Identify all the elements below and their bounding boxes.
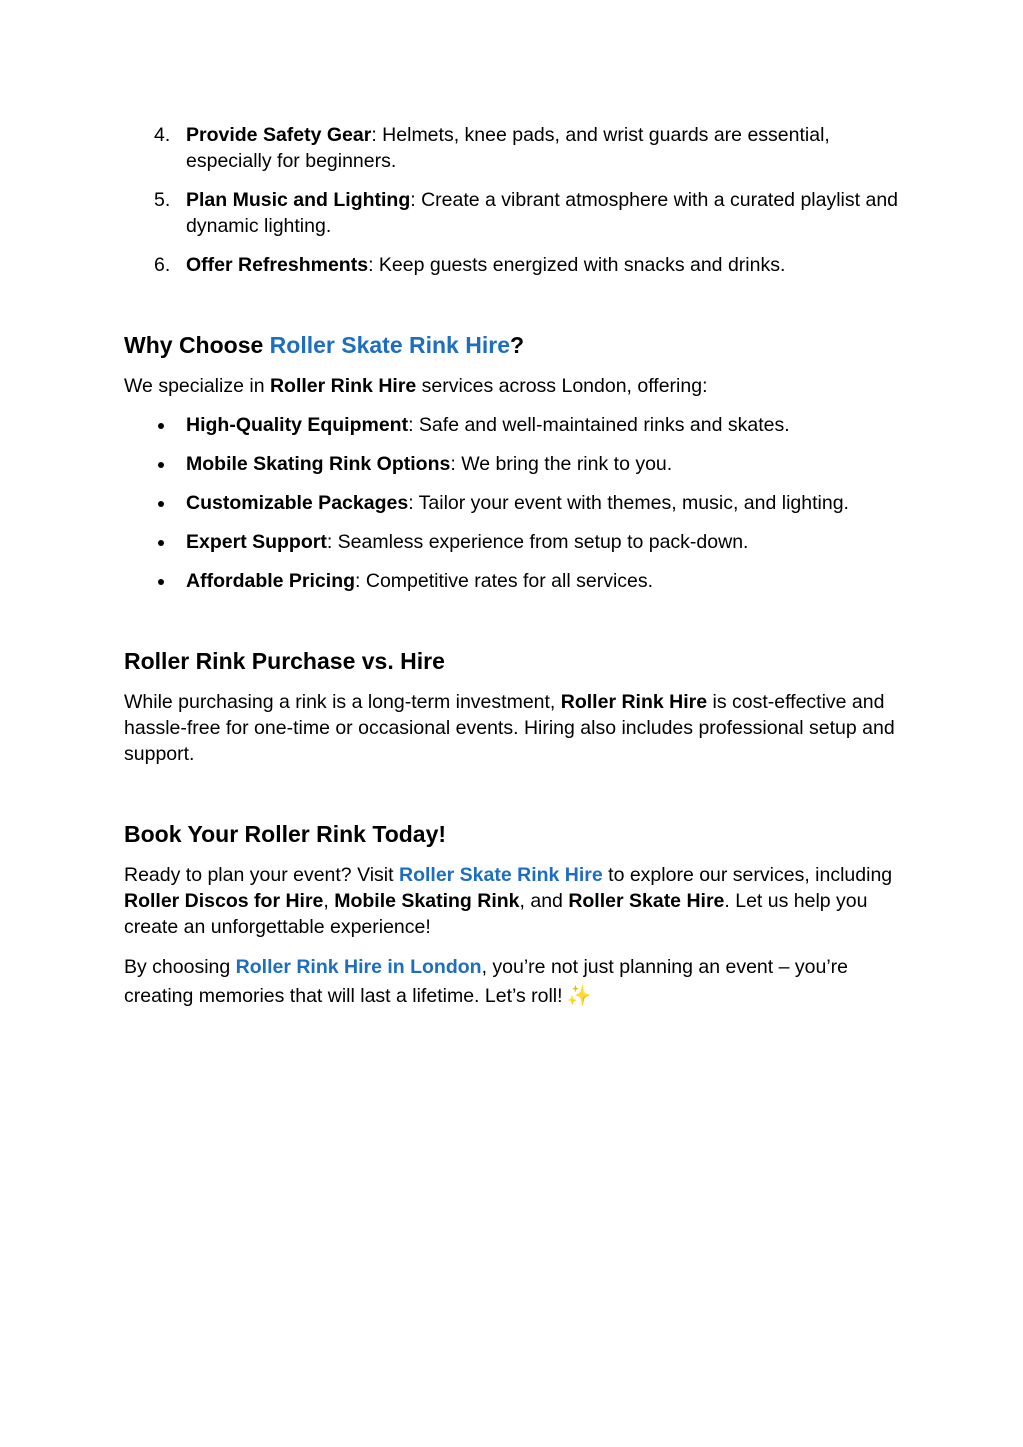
document-page xyxy=(124,122,904,1010)
list-item-title: Expert Support xyxy=(186,531,327,553)
list-item xyxy=(124,568,904,594)
book-paragraph xyxy=(124,862,904,940)
list-number: 4. xyxy=(154,124,171,146)
bullet-icon xyxy=(158,540,164,546)
sparkles-icon: ✨ xyxy=(566,983,592,1007)
book-today-heading: Book Your Roller Rink Today! xyxy=(124,821,447,847)
list-item-text: : Create a vibrant atmosphere with a curated playlist and dynamic lighting. xyxy=(186,189,899,237)
roller-skate-rink-hire-link[interactable]: Roller Skate Rink Hire xyxy=(398,864,603,886)
list-item-title: Plan Music and Lighting xyxy=(186,189,411,211)
list-item-text: : Seamless experience from setup to pack-down. xyxy=(326,531,749,553)
list-item-title: Customizable Packages xyxy=(186,492,409,514)
roller-skate-hire-bold: Roller Skate Hire xyxy=(568,890,725,912)
list-item-text: : We bring the rink to you. xyxy=(450,453,673,475)
paragraph-text: , and xyxy=(519,890,569,912)
intro-text: We specialize in xyxy=(124,375,270,397)
list-item xyxy=(124,451,904,477)
paragraph-text: to explore our services, including xyxy=(602,864,893,886)
features-list xyxy=(124,412,904,594)
bullet-icon xyxy=(158,579,164,585)
list-item-title: Provide Safety Gear xyxy=(186,124,372,146)
roller-skate-rink-hire-link[interactable]: Roller Skate Rink Hire xyxy=(269,332,510,358)
roller-rink-hire-london-link[interactable]: Roller Rink Hire in London xyxy=(235,956,482,978)
list-item-text: : Helmets, knee pads, and wrist guards are essential, especially for beginners. xyxy=(186,124,830,172)
bullet-icon xyxy=(158,423,164,429)
list-item-text: : Safe and well-maintained rinks and skates. xyxy=(408,414,790,436)
list-item xyxy=(124,122,904,174)
paragraph-text-end: is cost-effective and hassle-free for one-time or occasional events. Hiring also includes professional setup and support. xyxy=(124,691,895,765)
paragraph-text: , you’re not just planning an event – you’re creating memories that will last a lifetime. Let’s roll! xyxy=(124,956,848,1007)
paragraph-text: While purchasing a rink is a long-term investment, xyxy=(124,691,561,713)
steps-list xyxy=(124,122,904,278)
heading-suffix: ? xyxy=(509,332,525,358)
list-number: 5. xyxy=(154,189,171,211)
list-item xyxy=(124,252,904,278)
why-choose-heading xyxy=(124,330,904,360)
paragraph-bold: Roller Rink Hire xyxy=(560,691,708,713)
list-number: 6. xyxy=(154,254,171,276)
list-item-title: High-Quality Equipment xyxy=(186,414,409,436)
list-item-title: Affordable Pricing xyxy=(186,570,356,592)
list-item-text: : Keep guests energized with snacks and drinks. xyxy=(368,254,786,276)
list-item xyxy=(124,412,904,438)
bullet-icon xyxy=(158,501,164,507)
purchase-paragraph xyxy=(124,689,904,767)
list-item xyxy=(124,529,904,555)
list-item-text: : Competitive rates for all services. xyxy=(355,570,654,592)
list-item-title: Offer Refreshments xyxy=(186,254,369,276)
mobile-skating-rink-bold: Mobile Skating Rink xyxy=(334,890,520,912)
heading-prefix: Why Choose xyxy=(124,332,270,358)
bullet-icon xyxy=(158,462,164,468)
intro-text-end: services across London, offering: xyxy=(416,375,708,397)
roller-discos-bold: Roller Discos for Hire xyxy=(124,890,324,912)
list-item-text: : Tailor your event with themes, music, and lighting. xyxy=(408,492,849,514)
paragraph-text: , xyxy=(323,890,335,912)
purchase-vs-hire-heading: Roller Rink Purchase vs. Hire xyxy=(124,648,445,674)
why-intro xyxy=(124,373,904,399)
list-item-title: Mobile Skating Rink Options xyxy=(186,453,451,475)
list-item xyxy=(124,490,904,516)
paragraph-text: . Let us help you create an unforgettable experience! xyxy=(124,890,868,938)
paragraph-text: Ready to plan your event? Visit xyxy=(124,864,399,886)
closing-paragraph xyxy=(124,953,904,1010)
list-item xyxy=(124,187,904,239)
paragraph-text: By choosing xyxy=(124,956,236,978)
intro-bold: Roller Rink Hire xyxy=(269,375,417,397)
